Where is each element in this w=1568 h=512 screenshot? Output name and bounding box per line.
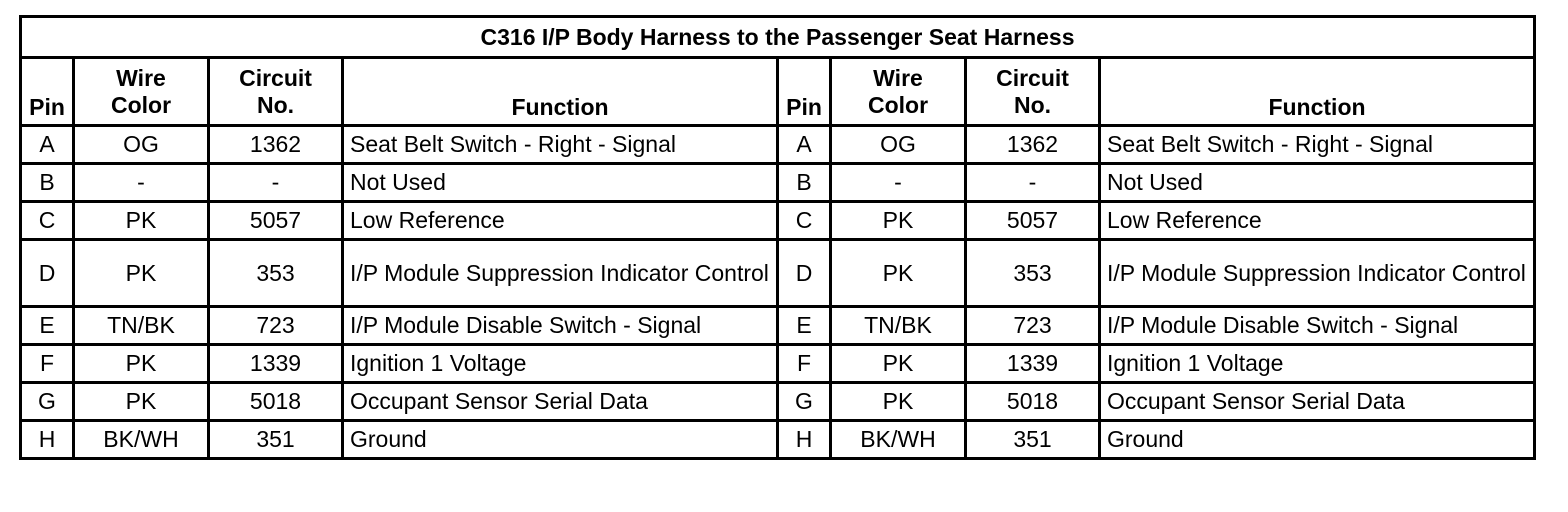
function-cell: I/P Module Suppression Indicator Control (1100, 240, 1535, 307)
circuit-cell: 5057 (966, 202, 1100, 240)
wire-color-cell: PK (74, 240, 209, 307)
function-cell: I/P Module Disable Switch - Signal (1100, 307, 1535, 345)
circuit-cell: 353 (966, 240, 1100, 307)
pin-cell: A (21, 126, 74, 164)
pin-cell: E (21, 307, 74, 345)
circuit-cell: - (966, 164, 1100, 202)
function-cell: Not Used (1100, 164, 1535, 202)
header-function: Function (1100, 58, 1535, 126)
circuit-cell: - (209, 164, 343, 202)
wire-color-cell: TN/BK (831, 307, 966, 345)
function-cell: Occupant Sensor Serial Data (343, 383, 778, 421)
connector-pinout-table (19, 15, 1536, 460)
table-row (21, 240, 1535, 307)
circuit-cell: 5057 (209, 202, 343, 240)
wire-color-cell: - (74, 164, 209, 202)
function-cell: Not Used (343, 164, 778, 202)
circuit-cell: 351 (966, 421, 1100, 459)
function-cell: Seat Belt Switch - Right - Signal (343, 126, 778, 164)
function-cell: Occupant Sensor Serial Data (1100, 383, 1535, 421)
wire-color-cell: OG (74, 126, 209, 164)
pin-cell: F (21, 345, 74, 383)
circuit-cell: 1339 (966, 345, 1100, 383)
wire-color-cell: TN/BK (74, 307, 209, 345)
function-cell: Ignition 1 Voltage (343, 345, 778, 383)
circuit-cell: 723 (966, 307, 1100, 345)
wire-color-cell: - (831, 164, 966, 202)
pin-cell: F (778, 345, 831, 383)
circuit-cell: 1339 (209, 345, 343, 383)
pin-cell: D (778, 240, 831, 307)
table-row (21, 126, 1535, 164)
pin-cell: G (21, 383, 74, 421)
pin-cell: D (21, 240, 74, 307)
function-cell: I/P Module Suppression Indicator Control (343, 240, 778, 307)
circuit-cell: 351 (209, 421, 343, 459)
header-circuit-no: Circuit No. (209, 58, 343, 126)
pin-cell: E (778, 307, 831, 345)
header-wire-color: Wire Color (74, 58, 209, 126)
wire-color-cell: PK (831, 202, 966, 240)
table-row (21, 202, 1535, 240)
circuit-cell: 5018 (966, 383, 1100, 421)
wire-color-cell: PK (831, 240, 966, 307)
header-row (21, 58, 1535, 126)
wire-color-cell: BK/WH (831, 421, 966, 459)
function-cell: Low Reference (1100, 202, 1535, 240)
circuit-cell: 5018 (209, 383, 343, 421)
function-cell: Ground (343, 421, 778, 459)
pin-cell: H (778, 421, 831, 459)
circuit-cell: 1362 (209, 126, 343, 164)
table-row (21, 307, 1535, 345)
wire-color-cell: PK (74, 383, 209, 421)
wire-color-cell: PK (831, 383, 966, 421)
pin-cell: C (21, 202, 74, 240)
pin-cell: B (778, 164, 831, 202)
wire-color-cell: PK (831, 345, 966, 383)
table-row (21, 421, 1535, 459)
wire-color-cell: BK/WH (74, 421, 209, 459)
circuit-cell: 353 (209, 240, 343, 307)
circuit-cell: 723 (209, 307, 343, 345)
wire-color-cell: OG (831, 126, 966, 164)
header-pin: Pin (21, 58, 74, 126)
function-cell: Seat Belt Switch - Right - Signal (1100, 126, 1535, 164)
wire-color-cell: PK (74, 202, 209, 240)
pin-cell: B (21, 164, 74, 202)
header-function: Function (343, 58, 778, 126)
pin-cell: C (778, 202, 831, 240)
header-circuit-no: Circuit No. (966, 58, 1100, 126)
pin-cell: H (21, 421, 74, 459)
table-title: C316 I/P Body Harness to the Passenger Seat Harness (21, 17, 1535, 58)
table-row (21, 383, 1535, 421)
function-cell: I/P Module Disable Switch - Signal (343, 307, 778, 345)
table-row (21, 345, 1535, 383)
pin-cell: G (778, 383, 831, 421)
table-row (21, 164, 1535, 202)
wire-color-cell: PK (74, 345, 209, 383)
function-cell: Low Reference (343, 202, 778, 240)
function-cell: Ignition 1 Voltage (1100, 345, 1535, 383)
circuit-cell: 1362 (966, 126, 1100, 164)
function-cell: Ground (1100, 421, 1535, 459)
header-pin: Pin (778, 58, 831, 126)
header-wire-color: Wire Color (831, 58, 966, 126)
pin-cell: A (778, 126, 831, 164)
